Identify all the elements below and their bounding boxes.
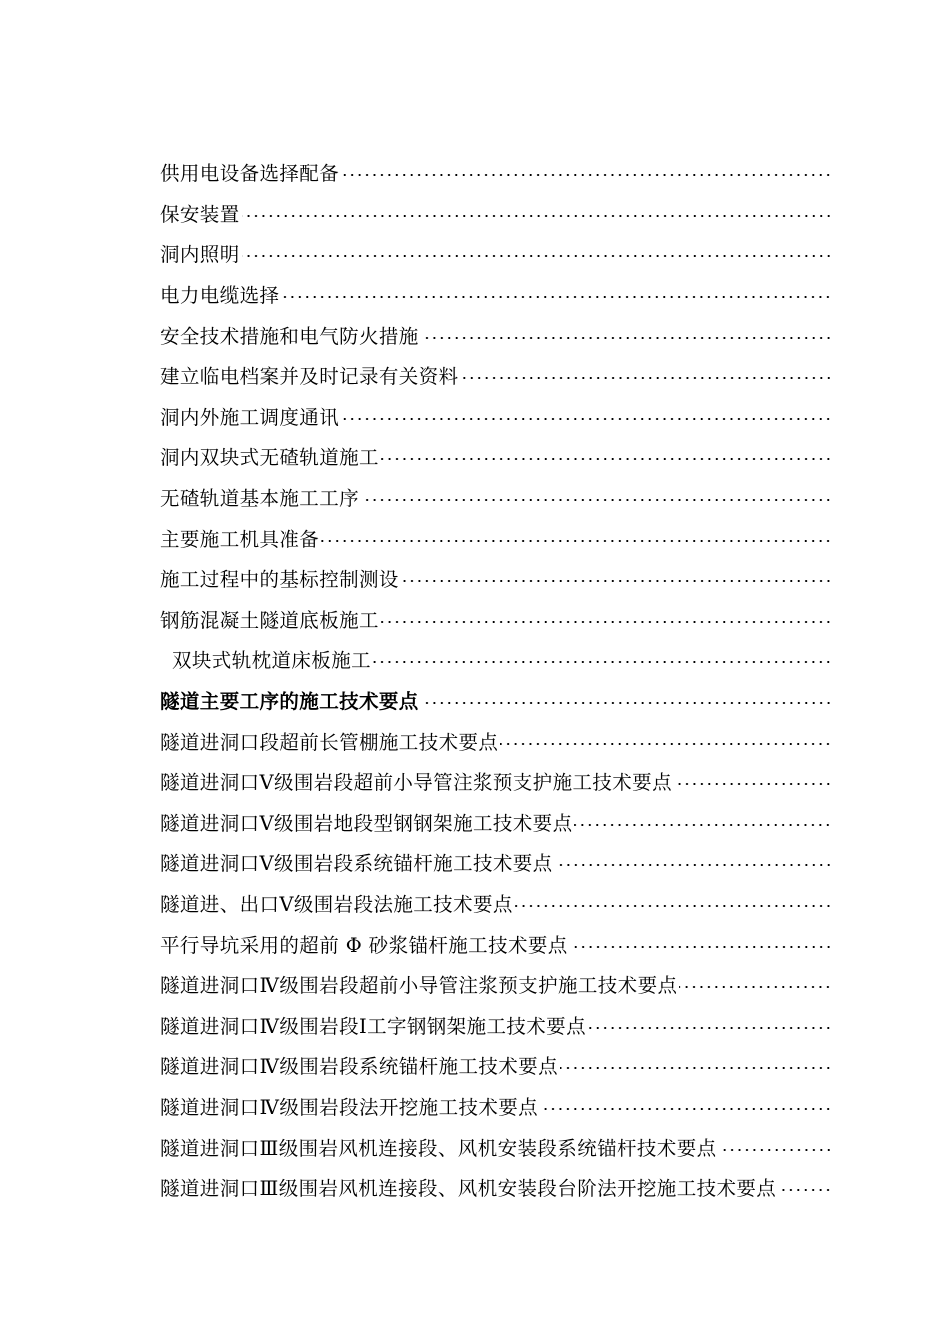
dot-leader [461, 368, 832, 388]
toc-entry-title: 双块式轨枕道床板施工 [172, 649, 372, 673]
toc-entry[interactable] [160, 558, 832, 599]
toc-entry-title: 无碴轨道基本施工工序 [160, 487, 360, 511]
dot-leader [242, 246, 832, 266]
toc-entry[interactable] [160, 193, 832, 234]
toc-entry-title: 隧道进洞口Ⅴ级围岩地段型钢钢架施工技术要点 [160, 811, 573, 835]
toc-entry[interactable] [160, 314, 832, 355]
toc-entry-title: 安全技术措施和电气防火措施 [160, 324, 419, 348]
toc-entry-title: 隧道进、出口Ⅴ级围岩段法施工技术要点 [160, 892, 513, 916]
toc-entry[interactable] [160, 639, 832, 680]
toc-entry[interactable] [160, 355, 832, 396]
toc-entry[interactable] [160, 964, 832, 1005]
toc-entry[interactable] [160, 1086, 832, 1127]
toc-entry-title: 建立临电档案并及时记录有关资料 [160, 365, 459, 389]
toc-entry-title: 洞内外施工调度通讯 [160, 405, 340, 429]
toc-entry-title: 保安装置 [160, 202, 240, 226]
toc-entry[interactable] [160, 1126, 832, 1167]
toc-entry-title: 隧道进洞口Ⅳ级围岩段法开挖施工技术要点 [160, 1095, 539, 1119]
toc-entry[interactable] [160, 1045, 832, 1086]
toc-entry-title: 隧道进洞口Ⅴ级围岩段系统锚杆施工技术要点 [160, 852, 553, 876]
dot-leader [674, 774, 832, 794]
toc-entry[interactable] [160, 152, 832, 193]
toc-entry[interactable] [160, 517, 832, 558]
toc-entry[interactable] [160, 233, 832, 274]
toc-entry[interactable] [160, 396, 832, 437]
toc-entry-title: 隧道进洞口Ⅳ级围岩段Ⅰ工字钢钢架施工技术要点 [160, 1014, 586, 1038]
toc-entry[interactable] [160, 720, 832, 761]
toc-entry-title: 隧道进洞口Ⅲ级围岩风机连接段、风机安装段系统锚杆技术要点 [160, 1136, 717, 1160]
toc-entry-title: 洞内双块式无碴轨道施工 [160, 446, 379, 470]
toc-entry-title: 电力电缆选择 [160, 284, 280, 308]
dot-leader [679, 977, 832, 997]
dot-leader [381, 449, 832, 469]
dot-leader [321, 531, 832, 551]
dot-leader [555, 855, 832, 875]
toc-entry-title: 供用电设备选择配备 [160, 162, 340, 186]
toc-entry[interactable] [160, 802, 832, 843]
dot-leader [341, 409, 832, 429]
toc-entry[interactable] [160, 761, 832, 802]
dot-leader [574, 815, 832, 835]
dot-leader [281, 287, 832, 307]
toc-entry[interactable] [160, 477, 832, 518]
dot-leader [242, 206, 832, 226]
dot-leader [421, 693, 832, 713]
dot-leader [778, 1180, 832, 1200]
dot-leader [373, 652, 832, 672]
toc-entry-title: 隧道进洞口Ⅳ级围岩段超前小导管注浆预支护施工技术要点 [160, 974, 678, 998]
table-of-contents [160, 152, 832, 1207]
dot-leader [719, 1140, 832, 1160]
toc-entry-title: 平行导坑采用的超前 Φ 砂浆锚杆施工技术要点 [160, 933, 568, 957]
dot-leader [540, 1099, 832, 1119]
toc-entry[interactable] [160, 274, 832, 315]
toc-entry[interactable] [160, 599, 832, 640]
dot-leader [515, 896, 832, 916]
dot-leader [570, 937, 832, 957]
toc-entry[interactable] [160, 1004, 832, 1045]
toc-entry-title: 主要施工机具准备 [160, 527, 320, 551]
dot-leader [421, 328, 832, 348]
dot-leader [500, 734, 832, 754]
dot-leader [401, 571, 832, 591]
toc-section-title: 隧道主要工序的施工技术要点 [160, 690, 419, 714]
toc-entry-title: 隧道进洞口Ⅴ级围岩段超前小导管注浆预支护施工技术要点 [160, 771, 672, 795]
toc-section-heading[interactable] [160, 680, 832, 721]
dot-leader [560, 1058, 832, 1078]
toc-entry[interactable] [160, 842, 832, 883]
toc-entry-title: 隧道进洞口段超前长管棚施工技术要点 [160, 730, 499, 754]
toc-entry-title: 钢筋混凝土隧道底板施工 [160, 608, 379, 632]
toc-entry-title: 施工过程中的基标控制测设 [160, 568, 399, 592]
dot-leader [361, 490, 832, 510]
toc-entry-title: 隧道进洞口Ⅳ级围岩段系统锚杆施工技术要点 [160, 1055, 558, 1079]
dot-leader [381, 612, 832, 632]
toc-entry-title: 洞内照明 [160, 243, 240, 267]
toc-entry[interactable] [160, 436, 832, 477]
toc-entry[interactable] [160, 923, 832, 964]
toc-entry[interactable] [160, 883, 832, 924]
dot-leader [341, 165, 832, 185]
toc-entry[interactable] [160, 1167, 832, 1208]
toc-entry-title: 隧道进洞口Ⅲ级围岩风机连接段、风机安装段台阶法开挖施工技术要点 [160, 1177, 777, 1201]
dot-leader [588, 1018, 832, 1038]
